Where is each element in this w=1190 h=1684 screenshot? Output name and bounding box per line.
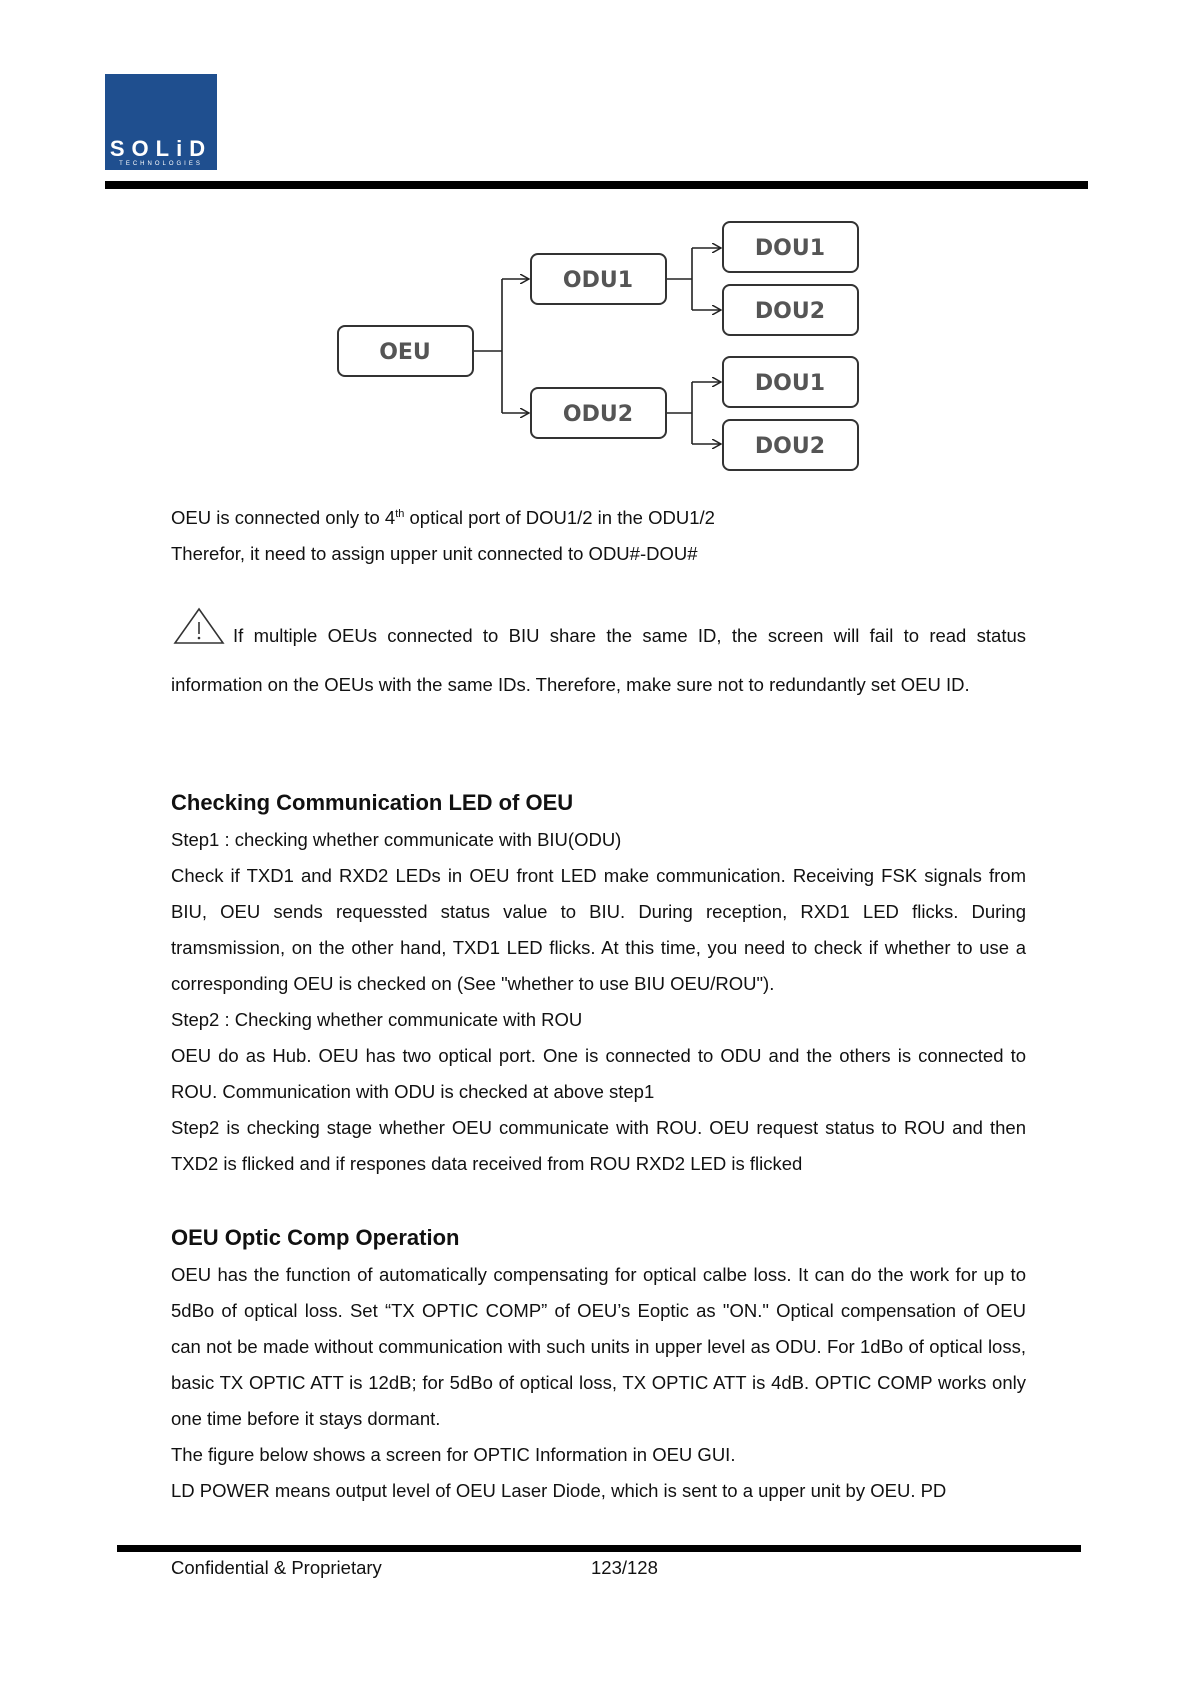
topology-diagram [330, 215, 870, 480]
odu1-label: ODU1 [562, 268, 634, 293]
warning-note [171, 606, 1026, 709]
warning-triangle-icon [171, 606, 227, 646]
section1-para2: OEU do as Hub. OEU has two optical port. One is connected to ODU and the others is connected to ROU. Communication with ODU is checked at above step1 [171, 1045, 1026, 1102]
intro-block [171, 496, 1026, 572]
section2-para2: The figure below shows a screen for OPTIC Information in OEU GUI. [171, 1444, 736, 1465]
warning-text: If multiple OEUs connected to BIU share the same ID, the screen will fail to read status information on the OEUs with the same IDs. Therefore, make sure not to redundantly set OEU ID. [171, 625, 1026, 695]
dou1-b-label: DOU1 [754, 371, 826, 396]
intro-line-1: OEU is connected only to 4th optical port of DOU1/2 in the ODU1/2 [171, 507, 715, 529]
logo-text: SOLiD [109, 136, 213, 161]
section1-para1: Check if TXD1 and RXD2 LEDs in OEU front LED make communication. Receiving FSK signals from BIU, OEU sends requessted status value to BIU. During reception, RXD1 LED flicks. During tramsmission, on the other hand, TXD1 LED flicks. At this time, you need to check if whether to use a corresponding OEU is checked on (See "whether to use BIU OEU/ROU"). [171, 865, 1026, 994]
section1-body [171, 822, 1026, 1182]
step2-line: Step2 : Checking whether communicate with ROU [171, 1009, 583, 1030]
dou2-a-label: DOU2 [754, 299, 826, 324]
dou2-b-label: DOU2 [754, 434, 826, 459]
section-heading-optic-comp: OEU Optic Comp Operation [171, 1225, 460, 1250]
section-heading-led: Checking Communication LED of OEU [171, 790, 574, 815]
step1-line: Step1 : checking whether communicate with BIU(ODU) [171, 829, 622, 850]
company-logo [105, 74, 217, 170]
logo-subtext: TECHNOLOGIES [119, 161, 203, 167]
section2-para3: LD POWER means output level of OEU Laser Diode, which is sent to a upper unit by OEU. PD [171, 1480, 947, 1501]
footer-confidential: Confidential & Proprietary [171, 1557, 382, 1578]
odu2-label: ODU2 [562, 402, 634, 427]
oeu-label: OEU [379, 340, 431, 365]
section2-para1: OEU has the function of automatically compensating for optical calbe loss. It can do the work for up to 5dBo of optical loss. Set “TX OPTIC COMP” of OEU’s Eoptic as "ON." Optical compensation of OEU can not be made without communication with such units in upper level as ODU. For 1dBo of optical loss, basic TX OPTIC ATT is 12dB; for 5dBo of optical loss, TX OPTIC ATT is 4dB. OPTIC COMP works only one time before it stays dormant. [171, 1264, 1026, 1429]
section2-body [171, 1257, 1026, 1509]
dou1-a-label: DOU1 [754, 236, 826, 261]
page-number: 123/128 [591, 1557, 658, 1578]
intro-line-2: Therefor, it need to assign upper unit connected to ODU#-DOU# [171, 543, 698, 565]
header-rule [105, 181, 1088, 189]
section1-para3: Step2 is checking stage whether OEU communicate with ROU. OEU request status to ROU and then TXD2 is flicked and if respones data received from ROU RXD2 LED is flicked [171, 1117, 1026, 1174]
footer-rule [117, 1545, 1081, 1552]
